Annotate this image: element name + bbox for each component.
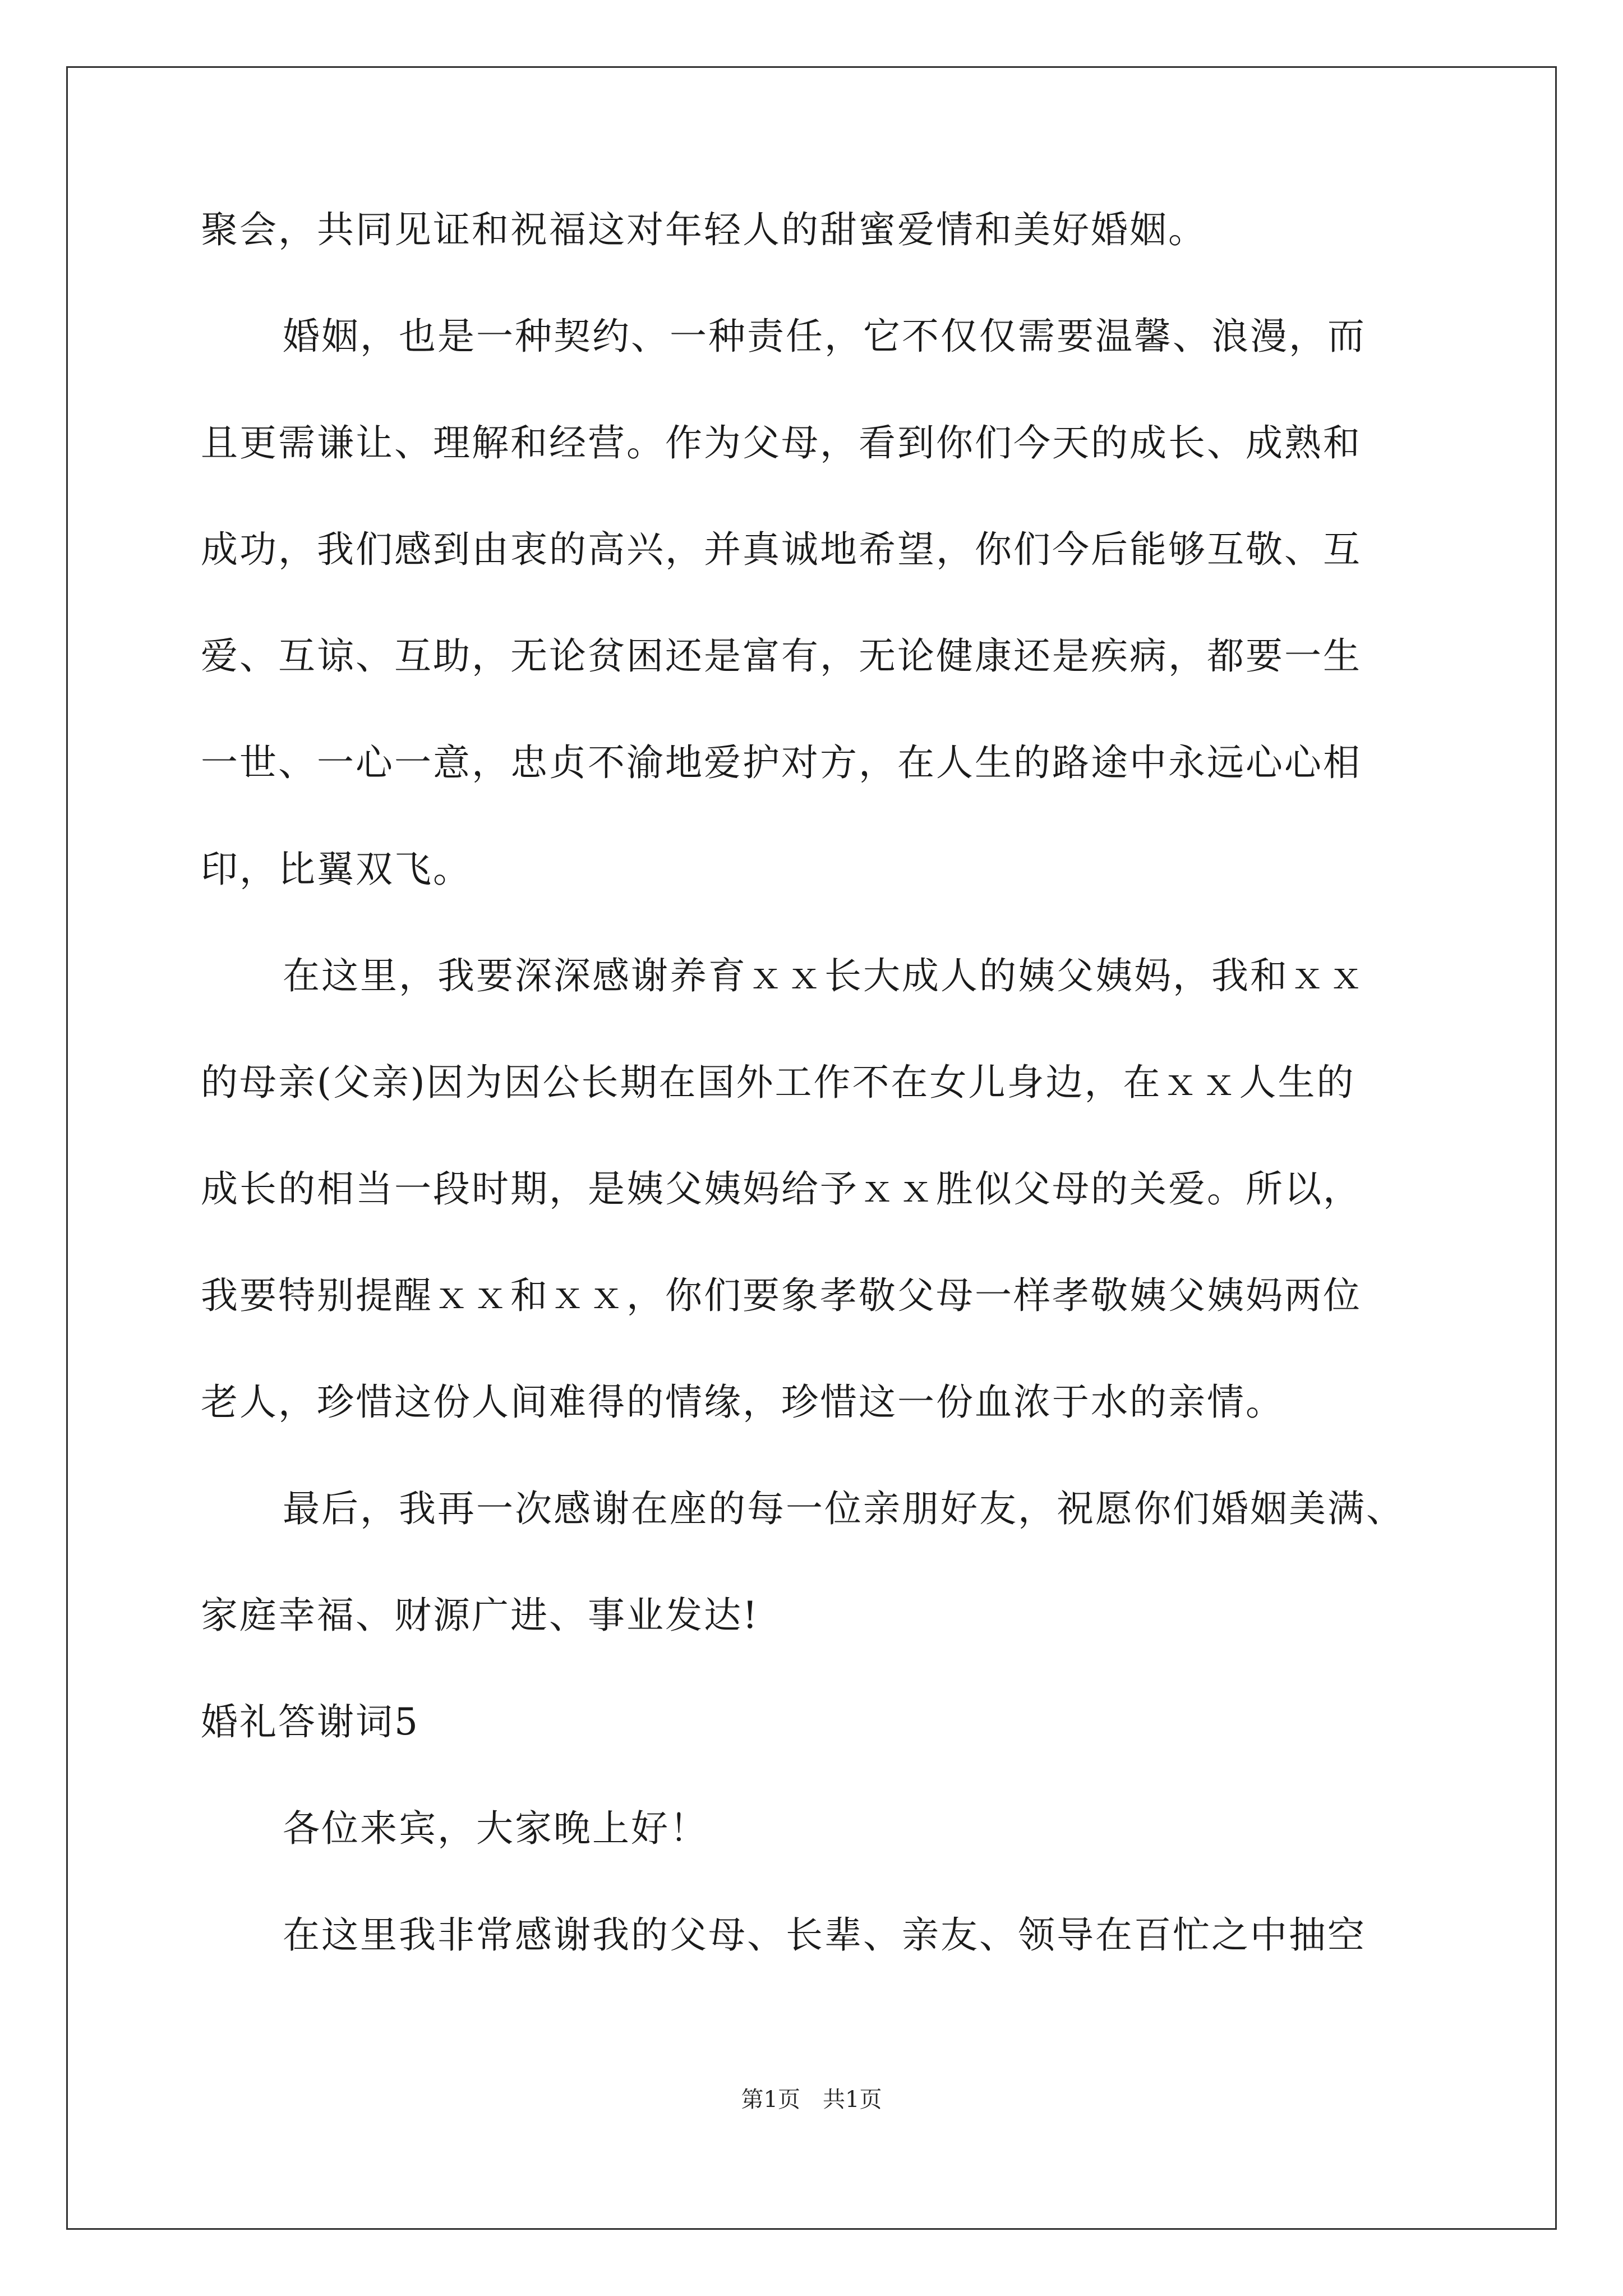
section-heading: 婚礼答谢词5 <box>201 1700 419 1743</box>
text-line-2: 婚姻，也是一种契约、一种责任，它不仅仅需要温馨、浪漫，而 <box>283 315 1366 358</box>
text-line-10: 成长的相当一段时期，是姨父姨妈给予ｘｘ胜似父母的关爱。所以， <box>201 1167 1362 1211</box>
text-line-17: 在这里我非常感谢我的父母、长辈、亲友、领导在百忙之中抽空 <box>283 1913 1366 1957</box>
text-line-5: 爱、互谅、互助，无论贫困还是富有，无论健康还是疾病，都要一生 <box>201 634 1362 678</box>
text-line-11: 我要特别提醒ｘｘ和ｘｘ，你们要象孝敬父母一样孝敬姨父姨妈两位 <box>201 1274 1362 1317</box>
text-line-7: 印，比翼双飞。 <box>201 848 472 891</box>
text-line-16: 各位来宾，大家晚上好！ <box>283 1807 708 1850</box>
page-number-footer: 第1页 共1页 <box>741 2087 882 2113</box>
text-line-1: 聚会，共同见证和祝福这对年轻人的甜蜜爱情和美好婚姻。 <box>201 208 1207 251</box>
text-line-3: 且更需谦让、理解和经营。作为父母，看到你们今天的成长、成熟和 <box>201 421 1362 464</box>
text-line-4: 成功，我们感到由衷的高兴，并真诚地希望，你们今后能够互敬、互 <box>201 528 1362 571</box>
text-line-9: 的母亲(父亲)因为因公长期在国外工作不在女儿身边，在ｘｘ人生的 <box>201 1061 1355 1104</box>
text-line-13: 最后，我再一次感谢在座的每一位亲朋好友，祝愿你们婚姻美满、 <box>283 1487 1405 1530</box>
text-line-8: 在这里，我要深深感谢养育ｘｘ长大成人的姨父姨妈，我和ｘｘ <box>283 954 1366 997</box>
text-line-6: 一世、一心一意，忠贞不渝地爱护对方，在人生的路途中永远心心相 <box>201 741 1362 784</box>
text-line-12: 老人，珍惜这份人间难得的情缘，珍惜这一份血浓于水的亲情。 <box>201 1381 1284 1424</box>
page-border <box>66 66 1557 2230</box>
text-line-14: 家庭幸福、财源广进、事业发达! <box>201 1594 759 1637</box>
